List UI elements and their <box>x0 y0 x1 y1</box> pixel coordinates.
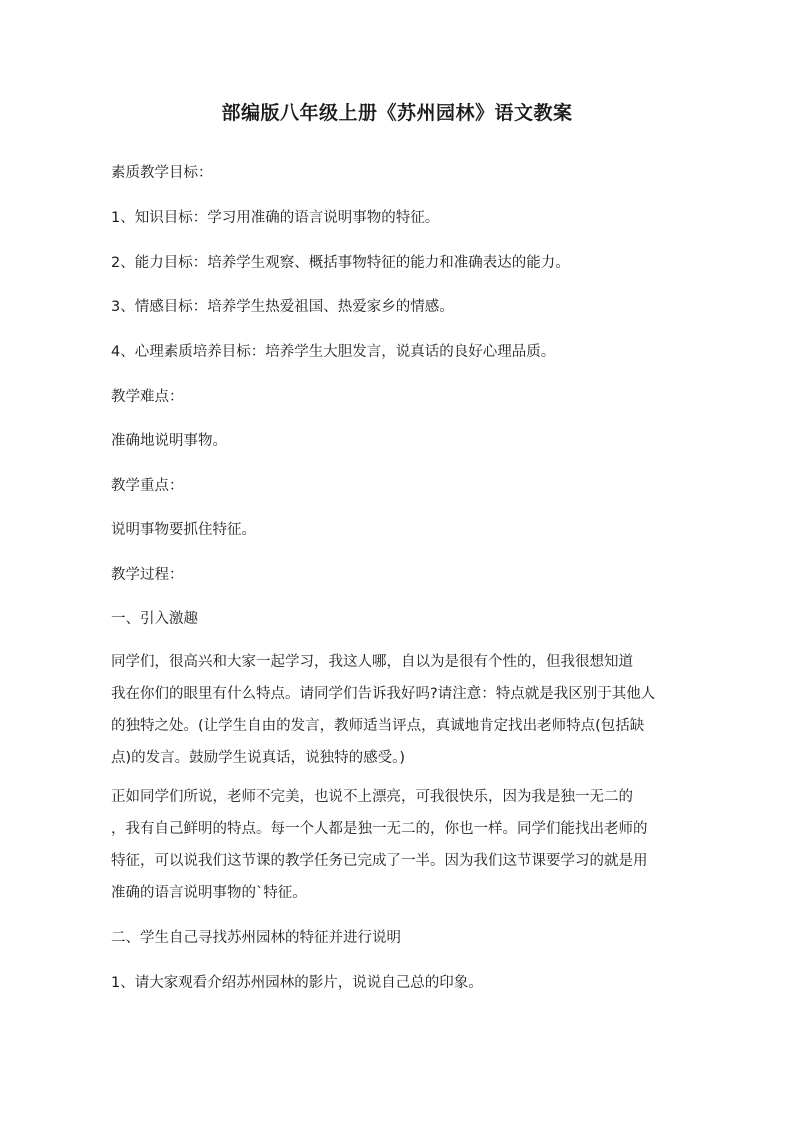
response-paragraph-line: 特征，可以说我们这节课的教学任务已完成了一半。因为我们这节课要学习的就是用 <box>111 853 648 869</box>
heading-difficulty: 教学难点： <box>111 389 184 405</box>
section-two-heading: 二、学生自己寻找苏州园林的特征并进行说明 <box>111 930 401 946</box>
response-paragraph-line: 正如同学们所说，老师不完美，也说不上漂亮，可我很快乐，因为我是独一无二的 <box>111 789 633 805</box>
section-intro-heading: 一、引入激趣 <box>111 611 198 627</box>
step-one-text: 1、请大家观看介绍苏州园林的影片，说说自己总的印象。 <box>111 975 483 991</box>
goal-ability: 2、能力目标：培养学生观察、概括事物特征的能力和准确表达的能力。 <box>111 255 570 271</box>
intro-paragraph-line: 同学们，很高兴和大家一起学习，我这人哪，自以为是很有个性的，但我很想知道 <box>111 654 633 670</box>
goal-psychology: 4、心理素质培养目标：培养学生大胆发言，说真话的良好心理品质。 <box>111 344 556 360</box>
goal-knowledge: 1、知识目标：学习用准确的语言说明事物的特征。 <box>111 210 440 226</box>
intro-paragraph <box>111 646 691 774</box>
goal-emotion: 3、情感目标：培养学生热爱祖国、热爱家乡的情感。 <box>111 299 454 315</box>
heading-quality-goals: 素质教学目标： <box>111 165 213 181</box>
intro-paragraph-line: 的独特之处。(让学生自由的发言，教师适当评点，真诚地肯定找出老师特点(包括缺 <box>111 718 645 734</box>
key-point-text: 说明事物要抓住特征。 <box>111 522 256 538</box>
response-paragraph-line: 准确的语言说明事物的`特征。 <box>111 885 307 901</box>
heading-key-point: 教学重点： <box>111 478 184 494</box>
response-paragraph-line: ，我有自己鲜明的特点。每一个人都是独一无二的，你也一样。同学们能找出老师的 <box>111 821 648 837</box>
document-title: 部编版八年级上册《苏州园林》语文教案 <box>221 102 573 124</box>
difficulty-text: 准确地说明事物。 <box>111 433 227 449</box>
response-paragraph <box>111 781 691 909</box>
intro-paragraph-line: 点)的发言。鼓励学生说真话，说独特的感受。) <box>111 750 406 766</box>
intro-paragraph-line: 我在你们的眼里有什么特点。请同学们告诉我好吗?请注意：特点就是我区别于其他人 <box>111 686 656 702</box>
heading-process: 教学过程： <box>111 567 184 583</box>
